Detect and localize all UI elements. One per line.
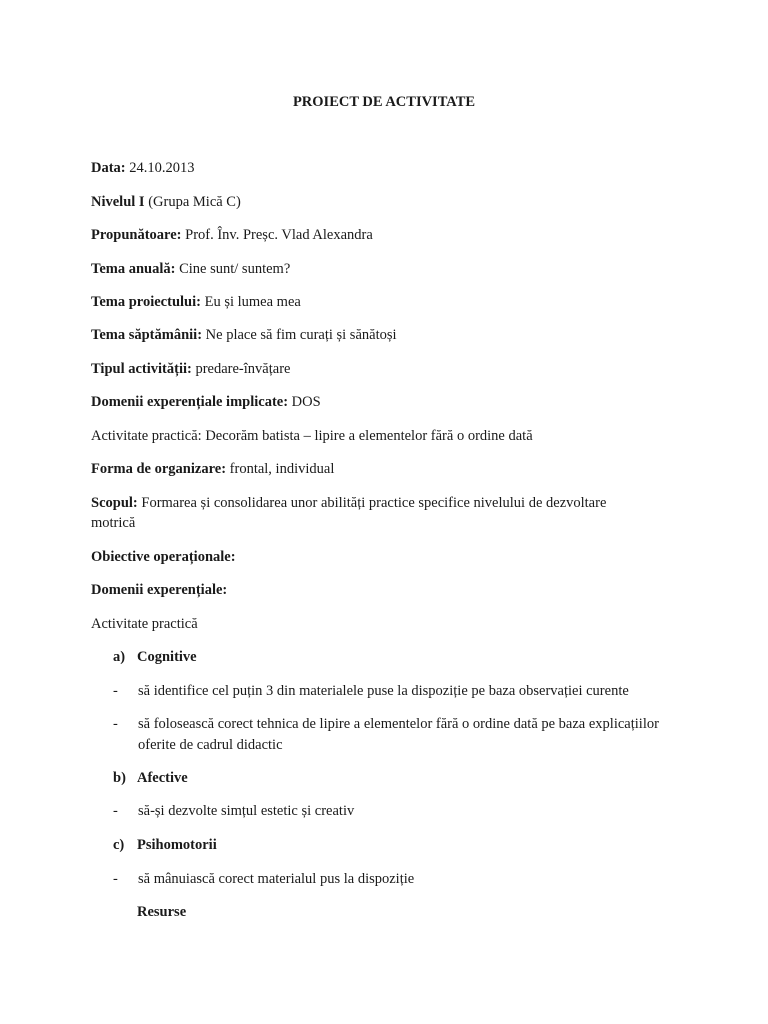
section-title: Cognitive [137,649,197,665]
bullet-dash: - [113,716,118,732]
field-annual-theme [91,259,691,280]
field-label: Forma de organizare: [91,461,227,477]
objectives-heading: Obiective operaționale: [91,549,236,565]
field-value: Cine sunt/ suntem? [175,261,291,277]
section-psychomotor [113,835,217,856]
field-organization [91,459,691,480]
field-domains [91,392,691,413]
field-label: Domenii experențiale implicate: [91,394,289,410]
field-label: Nivelul I [91,194,145,210]
list-item-text: oferite de cadrul didactic [138,737,283,753]
document-title: PROIECT DE ACTIVITATE [292,94,476,110]
field-value: Formarea și consolidarea unor abilități practice specifice nivelului de dezvoltare [137,495,607,511]
field-value: (Grupa Mică C) [144,194,241,210]
field-value: Eu și lumea mea [200,294,301,310]
field-label: Tema săptămânii: [91,327,203,343]
section-letter: a) [113,649,126,665]
list-item-text: să identifice cel puțin 3 din materialele puse la dispoziție pe baza observației curente [138,683,629,699]
bullet-dash: - [113,803,118,819]
field-project-theme [91,292,691,313]
field-label: Tema anuală: [91,261,176,277]
field-value: Prof. Înv. Preșc. Vlad Alexandra [181,227,373,243]
section-title: Psihomotorii [137,837,217,853]
domains-heading: Domenii experențiale: [91,582,228,598]
section-letter: c) [113,837,125,853]
field-scope-continued: motrică [91,515,136,531]
field-label: Propunătoare: [91,227,182,243]
field-value: frontal, individual [226,461,335,477]
field-label: Scopul: [91,495,138,511]
field-label: Tema proiectului: [91,294,201,310]
field-scope [91,493,691,514]
section-letter: b) [113,770,126,786]
field-week-theme [91,325,691,346]
list-item-text: să folosească corect tehnica de lipire a elementelor fără o ordine dată pe baza explicațiilor [138,716,659,732]
section-cognitive [113,647,197,668]
field-label: Data: [91,160,126,176]
section-affective [113,768,188,789]
field-label: Tipul activității: [91,361,192,377]
bullet-dash: - [113,871,118,887]
field-value: Ne place să fim curați și sănătoși [202,327,397,343]
field-level [91,192,691,213]
activity-line: Activitate practică: Decorăm batista – lipire a elementelor fără o ordine dată [91,428,533,444]
field-activity-type [91,359,691,380]
bullet-dash: - [113,683,118,699]
field-proposer [91,225,691,246]
field-date [91,158,691,179]
resources-heading: Resurse [137,904,187,920]
field-value: DOS [288,394,321,410]
field-value: 24.10.2013 [125,160,195,176]
practical-activity-label: Activitate practică [91,616,198,632]
list-item-text: să mânuiască corect materialul pus la dispoziție [138,871,415,887]
field-value: predare-învățare [191,361,291,377]
list-item-text: să-și dezvolte simțul estetic și creativ [138,803,355,819]
section-title: Afective [137,770,188,786]
